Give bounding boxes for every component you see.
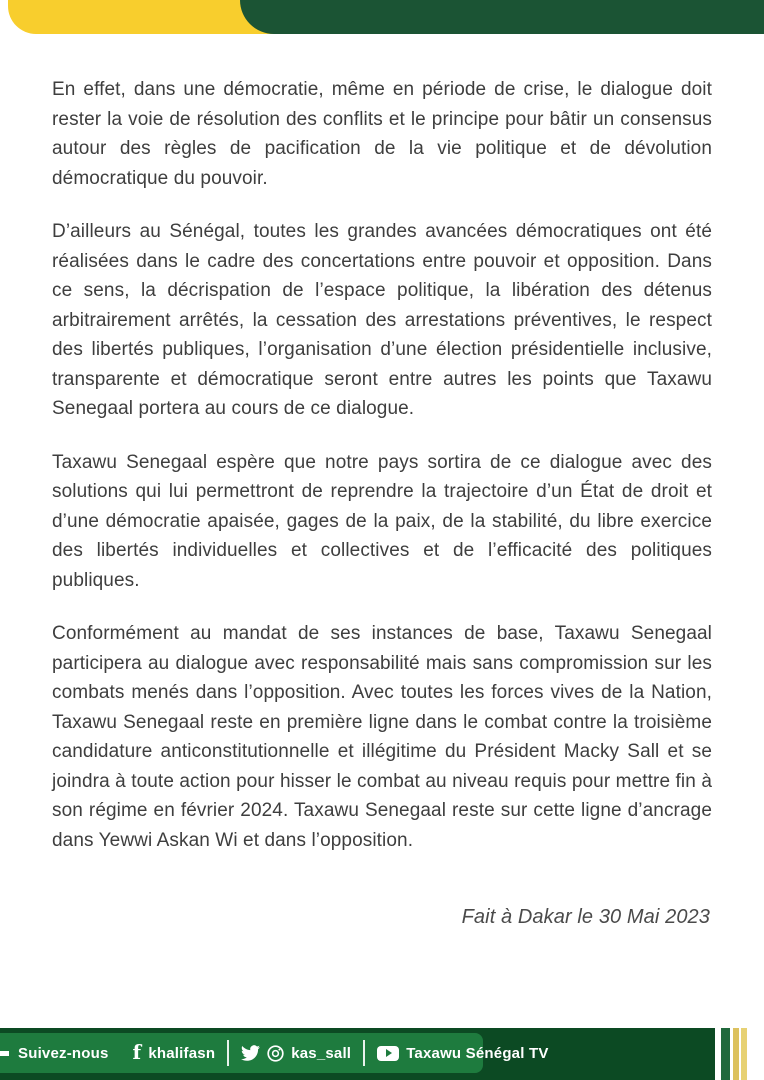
- paragraph-dialogue-principle: En effet, dans une démocratie, même en période de crise, le dialogue doit rester la voie de résolution des conflits et le principe pour bâtir un consensus autour des règles de pacification de la vie politique et de dévolution démocratique du pouvoir.: [52, 79, 712, 189]
- header-green-band: [240, 0, 764, 34]
- footer-stripe-yellow-1: [733, 1028, 739, 1080]
- paragraph-mandate-and-opposition: Conformément au mandat de ses instances de base, Taxawu Senegaal participera au dialogue avec responsabilité mais sans compromission sur les combats menés dans l’opposition. Avec toutes les forces vives de la Nation, Taxawu Senegaal reste en première ligne dans le combat contre la troisième candidature anticonstitutionnelle et illégitime du Président Macky Sall et se joindra à toute action pour hisser le combat au niveau requis pour mettre fin à son régime en février 2024. Taxawu Senegaal reste sur cette ligne d’ancrage dans Yewwi Askan Wi et dans l’opposition.: [52, 623, 712, 851]
- facebook-icon: f: [132, 1040, 142, 1064]
- paragraph-democratic-advances: D’ailleurs au Sénégal, toutes les grandes avancées démocratiques ont été réalisées dans le cadre des concertations entre pouvoir et opposition. Dans ce sens, la décrispation de l’espace politique, la libération des détenus arbitrairement arrêtés, la cessation des arrestations préventives, le respect des libertés publiques, l’organisation d’une élection présidentielle inclusive, transparente et démocratique seront entre autres les points que Taxawu Senegaal portera au cours de ce dialogue.: [52, 221, 712, 419]
- youtube-channel-label: Taxawu Sénégal TV: [406, 1044, 549, 1062]
- document-body: [52, 75, 712, 957]
- footer-divider: [363, 1040, 365, 1066]
- footer-edge-marker-icon: [0, 1051, 9, 1056]
- youtube-link[interactable]: [377, 1045, 548, 1062]
- facebook-handle: khalifasn: [148, 1044, 216, 1062]
- instagram-icon: [267, 1045, 284, 1062]
- footer-stripe-yellow-2: [741, 1028, 747, 1080]
- follow-us-label: Suivez-nous: [18, 1044, 109, 1062]
- youtube-icon: [377, 1046, 399, 1061]
- twitter-instagram-link[interactable]: [241, 1045, 351, 1062]
- paragraph-hopes-for-dialogue: Taxawu Senegaal espère que notre pays sortira de ce dialogue avec des solutions qui lui permettront de reprendre la trajectoire d’un État de droit et d’une démocratie apaisée, gages de la paix, de la stabilité, du libre exercice des libertés individuelles et collectives et de l’efficacité des politiques publiques.: [52, 451, 712, 591]
- twitter-instagram-handle: kas_sall: [291, 1044, 352, 1062]
- twitter-icon: [241, 1045, 260, 1061]
- footer-stripe-green: [721, 1028, 730, 1080]
- footer-divider: [227, 1040, 229, 1066]
- dateline: Fait à Dakar le 30 Mai 2023: [461, 906, 710, 928]
- footer-social-strip: [0, 1033, 549, 1073]
- facebook-link[interactable]: [132, 1040, 216, 1064]
